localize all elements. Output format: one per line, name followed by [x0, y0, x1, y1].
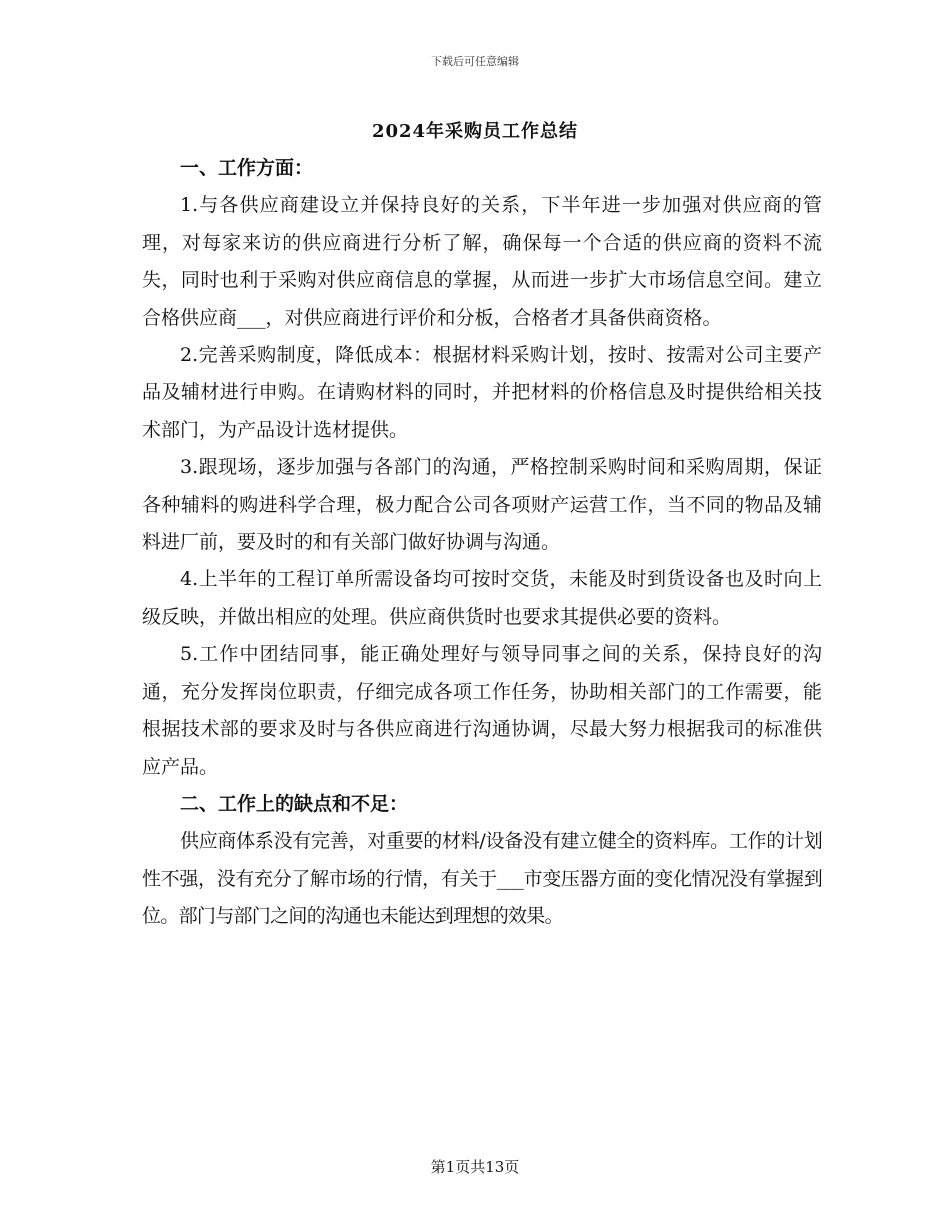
paragraph-6: 供应商体系没有完善，对重要的材料/设备没有建立健全的资料库。工作的计划性不强，没有充分了解市场的行情，有关于___市变压器方面的变化情况没有掌握到位。部门与部门之间的沟通也未能达到理想的效果。	[142, 830, 822, 928]
paragraph-2: 2.完善采购制度，降低成本：根据材料采购计划，按时、按需对公司主要产品及辅材进行申购。在请购材料的同时，并把材料的价格信息及时提供给相关技术部门，为产品设计选材提供。	[142, 344, 822, 441]
paragraph-3: 3.跟现场，逐步加强与各部门的沟通，严格控制采购时间和采购周期，保证各种辅料的购进科学合理，极力配合公司各项财产运营工作，当不同的物品及辅料进厂前，要及时的和有关部门做好协调与沟通。	[142, 456, 822, 554]
section-heading-work: 一、工作方面：	[180, 157, 314, 179]
page-number: 第1页共13页	[430, 1158, 520, 1176]
paragraph-5: 5.工作中团结同事，能正确处理好与领导同事之间的关系，保持良好的沟通，充分发挥岗位职责，仔细完成各项工作任务，协助相关部门的工作需要，能根据技术部的要求及时与各供应商进行沟通协调，尽最大努力根据我司的标准供应产品。	[142, 643, 822, 778]
paragraph-1: 1.与各供应商建设立并保持良好的关系，下半年进一步加强对供应商的管理，对每家来访的供应商进行分析了解，确保每一个合适的供应商的资料不流失，同时也利于采购对供应商信息的掌握，从而进一步扩大市场信息空间。建立合格供应商___，对供应商进行评价和分板，合格者才具备供商资格。	[142, 194, 822, 329]
section-heading-shortcomings: 二、工作上的缺点和不足：	[180, 792, 409, 815]
header-note: 下载后可任意编辑	[431, 55, 519, 68]
paragraph-4: 4.上半年的工程订单所需设备均可按时交货，未能及时到货设备也及时向上级反映，并做出相应的处理。供应商供货时也要求其提供必要的资料。	[142, 568, 822, 628]
document-title: 2024年采购员工作总结	[371, 121, 579, 142]
document-body	[142, 150, 822, 936]
